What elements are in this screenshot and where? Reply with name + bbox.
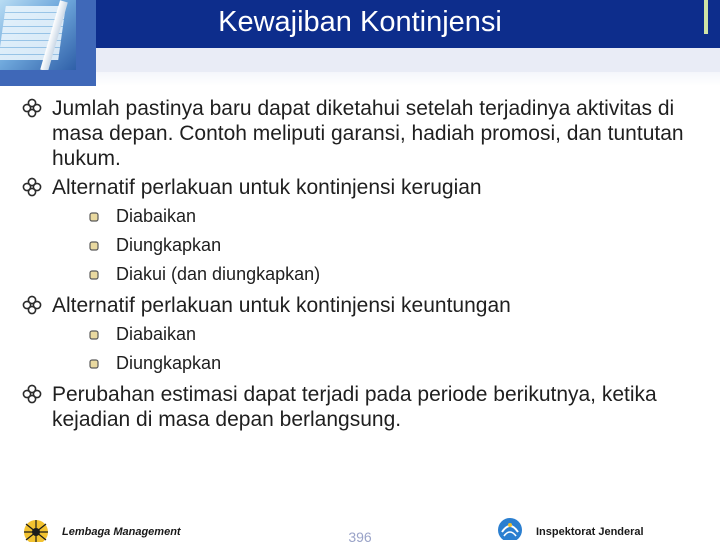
sub-bullet-text: Diakui (dan diungkapkan): [116, 264, 321, 284]
diamond-bullet-icon: [22, 177, 42, 197]
page-number: 396: [348, 529, 372, 545]
bullet-item: [22, 175, 712, 289]
slide-title: Kewajiban Kontinjensi: [218, 6, 502, 38]
diamond-bullet-icon: [22, 98, 42, 118]
sub-bullet-list: [52, 202, 712, 289]
bullet-text: Perubahan estimasi dapat terjadi pada periode berikutnya, ketika kejadian di masa depan berlangsung.: [52, 383, 657, 431]
header-photo: [0, 0, 96, 86]
square-bullet-icon: [89, 212, 99, 222]
sub-bullet-text: Diabaikan: [116, 324, 197, 344]
footer-left: [16, 512, 216, 540]
sub-bullet-item: [82, 202, 712, 231]
bullet-text: Alternatif perlakuan untuk kontinjensi keuntungan: [52, 294, 511, 317]
square-bullet-icon: [89, 330, 99, 340]
square-bullet-icon: [89, 270, 99, 280]
square-bullet-icon: [89, 359, 99, 369]
bullet-item: [22, 96, 712, 171]
slide-header: [0, 0, 720, 86]
sub-bullet-item: [82, 320, 712, 349]
footer-right-text: Inspektorat Jenderal: [536, 526, 644, 538]
bullet-item: [22, 382, 712, 432]
bullet-text: Alternatif perlakuan untuk kontinjensi kerugian: [52, 176, 482, 199]
diamond-bullet-icon: [22, 384, 42, 404]
footer-left-text: Lembaga Management: [62, 526, 181, 538]
header-strip: [0, 48, 720, 72]
sub-bullet-text: Diabaikan: [116, 206, 197, 226]
sub-bullet-list: [52, 320, 712, 378]
bullet-item: [22, 293, 712, 378]
bullet-list: [22, 96, 712, 436]
document-photo-image: [0, 0, 76, 70]
footer-right: [490, 514, 720, 540]
header-fade: [0, 72, 720, 86]
sub-bullet-text: Diungkapkan: [116, 235, 222, 255]
sub-bullet-item: [82, 231, 712, 260]
sub-bullet-item: [82, 349, 712, 378]
square-bullet-icon: [89, 241, 99, 251]
bullet-text: Jumlah pastinya baru dapat diketahui setelah terjadinya aktivitas di masa depan. Contoh meliputi garansi, hadiah promosi, dan tuntutan hukum.: [52, 97, 684, 170]
header-accent: [704, 0, 708, 34]
sub-bullet-item: [82, 260, 712, 289]
sub-bullet-text: Diungkapkan: [116, 353, 222, 373]
diamond-bullet-icon: [22, 295, 42, 315]
institution-logo-icon: [16, 514, 56, 542]
ministry-logo-icon: [490, 514, 530, 540]
